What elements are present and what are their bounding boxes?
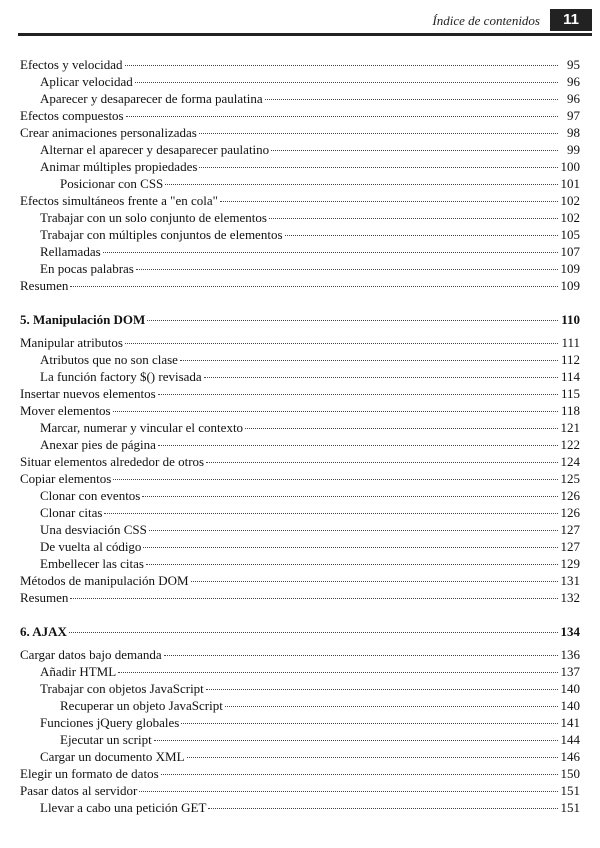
toc-entry bbox=[20, 419, 580, 436]
toc-entry-label: Cargar datos bajo demanda bbox=[20, 647, 162, 662]
toc-group bbox=[20, 311, 580, 606]
toc-entry-page: 102 bbox=[560, 193, 580, 208]
toc-entry-label: Anexar pies de página bbox=[40, 437, 156, 452]
toc-entry bbox=[20, 402, 580, 419]
toc-entry bbox=[20, 765, 580, 782]
toc-entry-page: 134 bbox=[560, 624, 580, 639]
toc-entry-page: 125 bbox=[560, 471, 580, 486]
toc-entry bbox=[20, 663, 580, 680]
dot-leader bbox=[204, 377, 558, 378]
toc-entry-label: Una desviación CSS bbox=[40, 522, 147, 537]
toc-entry-label: Cargar un documento XML bbox=[40, 749, 185, 764]
toc-entry bbox=[20, 260, 580, 277]
dot-leader bbox=[70, 598, 558, 599]
toc-entry-page: 96 bbox=[567, 91, 580, 106]
toc-entry bbox=[20, 453, 580, 470]
dot-leader bbox=[104, 513, 558, 514]
toc-entry-label: Atributos que no son clase bbox=[40, 352, 178, 367]
dot-leader bbox=[149, 530, 558, 531]
dot-leader bbox=[135, 82, 558, 83]
toc-entry-page: 109 bbox=[560, 278, 580, 293]
toc-entry-label: Copiar elementos bbox=[20, 471, 112, 486]
toc-entry-label: Llevar a cabo una petición GET bbox=[40, 800, 207, 815]
dot-leader bbox=[70, 286, 558, 287]
toc-entry-label: Resumen bbox=[20, 278, 69, 293]
toc-entry-label: Pasar datos al servidor bbox=[20, 783, 138, 798]
toc-entry-label: 6. AJAX bbox=[20, 624, 67, 639]
toc-entry bbox=[20, 90, 580, 107]
toc-entry-label: Situar elementos alrededor de otros bbox=[20, 454, 205, 469]
dot-leader bbox=[269, 218, 558, 219]
dot-leader bbox=[165, 184, 558, 185]
toc-entry bbox=[20, 351, 580, 368]
toc-entry-page: 146 bbox=[560, 749, 580, 764]
toc-entry-label: Efectos simultáneos frente a "en cola" bbox=[20, 193, 218, 208]
toc-entry-page: 110 bbox=[561, 312, 580, 327]
toc-entry-label: Alternar el aparecer y desaparecer paulatino bbox=[40, 142, 270, 157]
dot-leader bbox=[147, 320, 558, 321]
toc-entry-page: 98 bbox=[567, 125, 580, 140]
chapter-heading-row bbox=[20, 311, 580, 328]
toc-entry bbox=[20, 192, 580, 209]
dot-leader bbox=[158, 394, 558, 395]
dot-leader bbox=[69, 632, 558, 633]
dot-leader bbox=[206, 689, 558, 690]
toc-entry-page: 124 bbox=[560, 454, 580, 469]
toc-entry bbox=[20, 243, 580, 260]
toc-entry-page: 95 bbox=[567, 57, 580, 72]
toc-entry-label: La función factory $() revisada bbox=[40, 369, 202, 384]
toc-entry-label: Embellecer las citas bbox=[40, 556, 144, 571]
dot-leader bbox=[139, 791, 558, 792]
toc-entry-label: Efectos y velocidad bbox=[20, 57, 123, 72]
toc-entry bbox=[20, 73, 580, 90]
dot-leader bbox=[271, 150, 558, 151]
toc-entry-label: Mover elementos bbox=[20, 403, 111, 418]
dot-leader bbox=[285, 235, 559, 236]
dot-leader bbox=[199, 167, 558, 168]
toc-entry bbox=[20, 226, 580, 243]
toc-entry bbox=[20, 107, 580, 124]
toc-entry bbox=[20, 782, 580, 799]
header-rule bbox=[18, 33, 592, 36]
toc-entry bbox=[20, 538, 580, 555]
toc-entry bbox=[20, 209, 580, 226]
toc-entry bbox=[20, 697, 580, 714]
toc-entry bbox=[20, 731, 580, 748]
toc-entry bbox=[20, 124, 580, 141]
toc-entry-page: 126 bbox=[560, 505, 580, 520]
toc-entry-page: 111 bbox=[561, 335, 580, 350]
toc-entry-page: 112 bbox=[560, 352, 580, 367]
toc-entry bbox=[20, 158, 580, 175]
toc-entry bbox=[20, 368, 580, 385]
toc-entry bbox=[20, 385, 580, 402]
dot-leader bbox=[161, 774, 558, 775]
toc-entry-label: Añadir HTML bbox=[40, 664, 117, 679]
toc-entry-page: 121 bbox=[560, 420, 580, 435]
dot-leader bbox=[220, 201, 558, 202]
toc-entry-page: 122 bbox=[560, 437, 580, 452]
dot-leader bbox=[265, 99, 558, 100]
toc-entry-page: 115 bbox=[560, 386, 580, 401]
toc-entry-label: Manipular atributos bbox=[20, 335, 123, 350]
toc-entry-page: 150 bbox=[560, 766, 580, 781]
toc-entry-page: 131 bbox=[560, 573, 580, 588]
toc-entry-page: 99 bbox=[567, 142, 580, 157]
dot-leader bbox=[158, 445, 558, 446]
toc-entry-page: 107 bbox=[560, 244, 580, 259]
toc-entry-page: 132 bbox=[560, 590, 580, 605]
toc-entry-label: Resumen bbox=[20, 590, 69, 605]
toc-entry-label: Trabajar con múltiples conjuntos de elementos bbox=[40, 227, 283, 242]
chapter-heading bbox=[20, 623, 580, 640]
toc-entry-page: 129 bbox=[560, 556, 580, 571]
toc-entry-page: 141 bbox=[560, 715, 580, 730]
toc-entry-label: Funciones jQuery globales bbox=[40, 715, 180, 730]
toc-group bbox=[20, 623, 580, 816]
toc-entry bbox=[20, 646, 580, 663]
toc-entry-page: 151 bbox=[560, 800, 580, 815]
table-of-contents bbox=[20, 56, 580, 816]
dot-leader bbox=[143, 547, 558, 548]
toc-entry bbox=[20, 521, 580, 538]
dot-leader bbox=[181, 723, 558, 724]
dot-leader bbox=[180, 360, 558, 361]
dot-leader bbox=[245, 428, 558, 429]
dot-leader bbox=[103, 252, 558, 253]
toc-entry-label: De vuelta al código bbox=[40, 539, 142, 554]
toc-entry-page: 137 bbox=[560, 664, 580, 679]
page-header bbox=[18, 9, 596, 31]
toc-entry-label: Trabajar con un solo conjunto de elementos bbox=[40, 210, 267, 225]
dot-leader bbox=[126, 116, 558, 117]
dot-leader bbox=[164, 655, 558, 656]
dot-leader bbox=[191, 581, 558, 582]
dot-leader bbox=[136, 269, 558, 270]
toc-entry-label: En pocas palabras bbox=[40, 261, 134, 276]
dot-leader bbox=[187, 757, 558, 758]
toc-entry bbox=[20, 141, 580, 158]
toc-entry-label: Trabajar con objetos JavaScript bbox=[40, 681, 204, 696]
toc-entry bbox=[20, 748, 580, 765]
dot-leader bbox=[142, 496, 558, 497]
toc-entry bbox=[20, 277, 580, 294]
toc-entry bbox=[20, 56, 580, 73]
toc-entry-label: Aplicar velocidad bbox=[40, 74, 133, 89]
dot-leader bbox=[208, 808, 558, 809]
toc-entry bbox=[20, 799, 580, 816]
toc-entry-page: 114 bbox=[560, 369, 580, 384]
toc-entry-label: 5. Manipulación DOM bbox=[20, 312, 146, 327]
dot-leader bbox=[113, 479, 558, 480]
toc-entry bbox=[20, 487, 580, 504]
toc-entry-label: Insertar nuevos elementos bbox=[20, 386, 156, 401]
toc-entry-page: 140 bbox=[560, 698, 580, 713]
toc-entry-page: 105 bbox=[560, 227, 580, 242]
toc-entry bbox=[20, 555, 580, 572]
dot-leader bbox=[113, 411, 558, 412]
toc-entry bbox=[20, 572, 580, 589]
toc-entry-label: Rellamadas bbox=[40, 244, 101, 259]
toc-entry bbox=[20, 589, 580, 606]
dot-leader bbox=[146, 564, 558, 565]
dot-leader bbox=[225, 706, 558, 707]
toc-entry-label: Marcar, numerar y vincular el contexto bbox=[40, 420, 244, 435]
dot-leader bbox=[154, 740, 558, 741]
toc-entry-label: Posicionar con CSS bbox=[60, 176, 164, 191]
toc-entry-label: Métodos de manipulación DOM bbox=[20, 573, 189, 588]
toc-entry-label: Ejecutar un script bbox=[60, 732, 152, 747]
header-title: Índice de contenidos bbox=[432, 13, 540, 28]
toc-entry-page: 136 bbox=[560, 647, 580, 662]
dot-leader bbox=[125, 343, 558, 344]
toc-entry-label: Clonar con eventos bbox=[40, 488, 141, 503]
dot-leader bbox=[206, 462, 558, 463]
toc-entry-label: Elegir un formato de datos bbox=[20, 766, 159, 781]
toc-entry-label: Animar múltiples propiedades bbox=[40, 159, 198, 174]
dot-leader bbox=[199, 133, 558, 134]
toc-entry-page: 96 bbox=[567, 74, 580, 89]
toc-entry bbox=[20, 334, 580, 351]
toc-entry-page: 151 bbox=[560, 783, 580, 798]
toc-group bbox=[20, 56, 580, 294]
toc-entry bbox=[20, 504, 580, 521]
toc-entry-label: Clonar citas bbox=[40, 505, 103, 520]
toc-entry-label: Efectos compuestos bbox=[20, 108, 124, 123]
toc-entry-page: 97 bbox=[567, 108, 580, 123]
toc-entry bbox=[20, 436, 580, 453]
toc-entry-page: 144 bbox=[560, 732, 580, 747]
toc-entry-page: 102 bbox=[560, 210, 580, 225]
toc-entry bbox=[20, 714, 580, 731]
toc-entry-label: Aparecer y desaparecer de forma paulatina bbox=[40, 91, 263, 106]
header-page-number: 11 bbox=[550, 9, 592, 31]
toc-entry-page: 140 bbox=[560, 681, 580, 696]
toc-entry-page: 101 bbox=[560, 176, 580, 191]
chapter-heading bbox=[20, 311, 580, 328]
toc-entry-page: 100 bbox=[560, 159, 580, 174]
chapter-heading-row bbox=[20, 623, 580, 640]
toc-entry-label: Recuperar un objeto JavaScript bbox=[60, 698, 223, 713]
toc-entry-page: 109 bbox=[560, 261, 580, 276]
toc-entry-label: Crear animaciones personalizadas bbox=[20, 125, 197, 140]
toc-entry bbox=[20, 680, 580, 697]
toc-entry bbox=[20, 470, 580, 487]
toc-entry-page: 118 bbox=[560, 403, 580, 418]
toc-entry-page: 126 bbox=[560, 488, 580, 503]
dot-leader bbox=[118, 672, 558, 673]
toc-entry bbox=[20, 175, 580, 192]
toc-entry-page: 127 bbox=[560, 539, 580, 554]
dot-leader bbox=[125, 65, 558, 66]
toc-entry-page: 127 bbox=[560, 522, 580, 537]
